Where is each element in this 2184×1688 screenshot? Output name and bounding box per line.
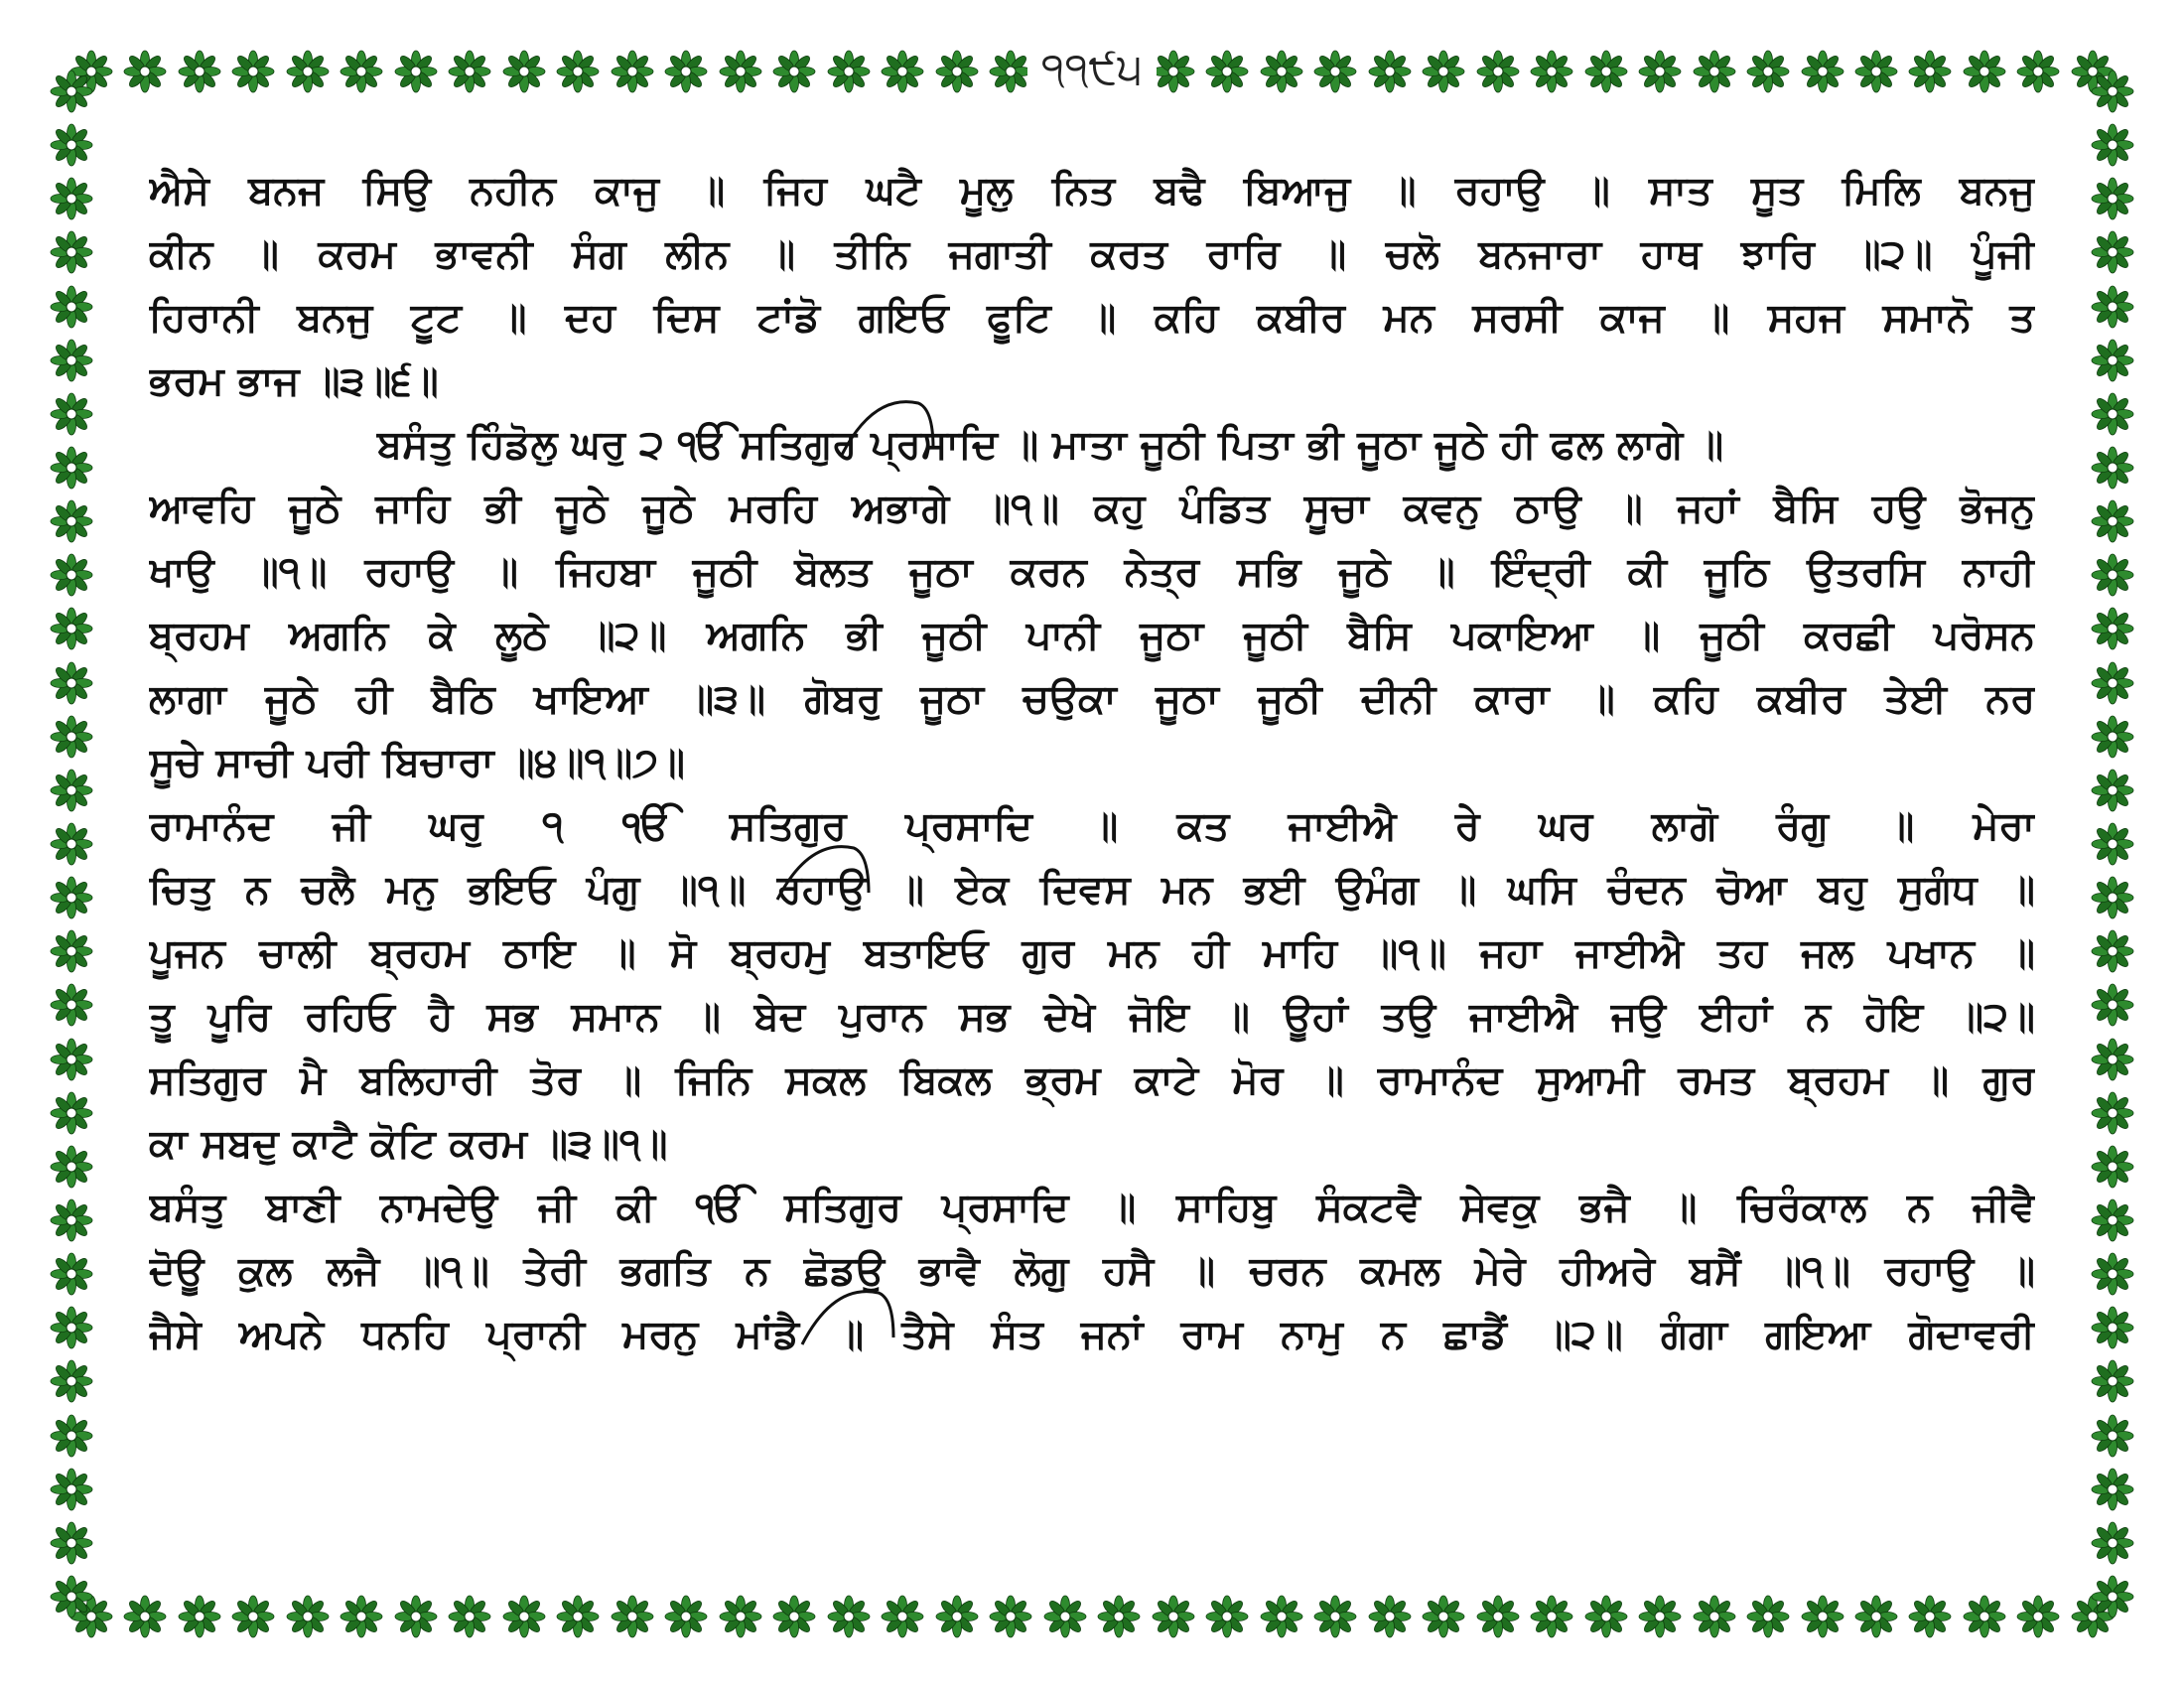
- flower-border-icon: [2091, 1091, 2134, 1135]
- text-line: ਸਤਿਗੁਰ ਮੈ ਬਲਿਹਾਰੀ ਤੋਰ ॥ ਜਿਨਿ ਸਕਲ ਬਿਕਲ ਭ੍ਰਮ ਕਾਟੇ ਮੋਰ ॥ ਰਾਮਾਨੰਦ ਸੁਆਮੀ ਰਮਤ ਬ੍ਰਹਮ ॥ ਗੁਰ: [149, 1057, 2035, 1103]
- flower-border-icon: [881, 1595, 924, 1638]
- flower-border-icon: [2091, 876, 2134, 919]
- flower-border-icon: [2091, 446, 2134, 490]
- text-line: ਬ੍ਰਹਮ ਅਗਨਿ ਕੇ ਲੂਠੇ ॥੨॥ ਅਗਨਿ ਭੀ ਜੂਠੀ ਪਾਨੀ ਜੂਠਾ ਜੂਠੀ ਬੈਸਿ ਪਕਾਇਆ ॥ ਜੂਠੀ ਕਰਛੀ ਪਰੋਸਨ: [149, 613, 2035, 658]
- flower-border-icon: [1152, 1595, 1195, 1638]
- flower-border-icon: [50, 230, 93, 274]
- flower-border-icon: [2091, 1575, 2134, 1618]
- flower-border-icon: [394, 1595, 438, 1638]
- flower-border-icon: [50, 769, 93, 812]
- flower-border-icon: [50, 1252, 93, 1296]
- flower-border-icon: [2091, 392, 2134, 436]
- flower-border-icon: [1476, 1595, 1520, 1638]
- flower-border-icon: [50, 1359, 93, 1403]
- flower-border-icon: [2091, 661, 2134, 705]
- text-line: ਚਿਤੁ ਨ ਚਲੈ ਮਨੁ ਭਇਓ ਪੰਗੁ ॥੧॥ ਰਹਾਉ ॥ ਏਕ ਦਿਵਸ ਮਨ ਭਈ ਉਮੰਗ ॥ ਘਸਿ ਚੰਦਨ ਚੋਆ ਬਹੁ ਸੁਗੰਧ ॥: [149, 867, 2035, 913]
- text-line-heading: ਰਾਮਾਨੰਦ ਜੀ ਘਰੁ ੧ ੴ ਸਤਿਗੁਰ ਪ੍ਰਸਾਦਿ ॥ ਕਤ ਜਾਈਐ ਰੇ ਘਰ ਲਾਗੋ ਰੰਗੁ ॥ ਮੇਰਾ: [149, 803, 2035, 849]
- flower-border-icon: [231, 1595, 275, 1638]
- flower-border-icon: [1313, 1595, 1357, 1638]
- flower-border-icon: [50, 177, 93, 220]
- text-line: ਖਾਉ ॥੧॥ ਰਹਾਉ ॥ ਜਿਹਬਾ ਜੂਠੀ ਬੋਲਤ ਜੂਠਾ ਕਰਨ ਨੇਤ੍ਰ ਸਭਿ ਜੂਠੇ ॥ ਇੰਦ੍ਰੀ ਕੀ ਜੂਠਿ ਉਤਰਸਿ ਨਾਹੀ: [149, 549, 2035, 595]
- flower-border-icon: [50, 553, 93, 597]
- text-line: ਆਵਹਿ ਜੂਠੇ ਜਾਹਿ ਭੀ ਜੂਠੇ ਜੂਠੇ ਮਰਹਿ ਅਭਾਗੇ ॥੧॥ ਕਹੁ ਪੰਡਿਤ ਸੂਚਾ ਕਵਨੁ ਠਾਉ ॥ ਜਹਾਂ ਬੈਸਿ ਹਉ ਭੋਜਨੁ: [149, 486, 2035, 531]
- flower-border-icon: [123, 1595, 167, 1638]
- flower-border-icon: [50, 1414, 93, 1458]
- flower-border-icon: [2091, 1252, 2134, 1296]
- text-line: ਦੋਊ ਕੁਲ ਲਜੈ ॥੧॥ ਤੇਰੀ ਭਗਤਿ ਨ ਛੋਡਉ ਭਾਵੈ ਲੋਗੁ ਹਸੈ ॥ ਚਰਨ ਕਮਲ ਮੇਰੇ ਹੀਅਰੇ ਬਸੈਂ ॥੧॥ ਰਹਾਉ ॥: [149, 1248, 2035, 1294]
- flower-border-icon: [50, 499, 93, 543]
- border-left: [44, 70, 99, 1618]
- flower-border-icon: [1097, 1595, 1141, 1638]
- flower-border-icon: [50, 983, 93, 1027]
- flower-border-icon: [1746, 1595, 1790, 1638]
- text-line: ਭਰਮ ਭਾਜ ॥੩॥੬॥: [149, 358, 439, 404]
- flower-border-icon: [50, 607, 93, 650]
- text-line-heading: ਬਸੰਤੁ ਹਿੰਡੋਲੁ ਘਰੁ ੨ ੴ ਸਤਿਗੁਰ ਪ੍ਰਸਾਦਿ ॥ ਮਾਤਾ ਜੂਠੀ ਪਿਤਾ ਭੀ ਜੂਠਾ ਜੂਠੇ ਹੀ ਫਲ ਲਾਗੇ ॥: [377, 422, 1724, 468]
- flower-border-icon: [340, 1595, 383, 1638]
- flower-border-icon: [1205, 1595, 1249, 1638]
- flower-border-icon: [50, 715, 93, 759]
- flower-border-icon: [1638, 1595, 1682, 1638]
- flower-border-icon: [2091, 339, 2134, 382]
- flower-border-icon: [2091, 1414, 2134, 1458]
- text-line: ਕਾ ਸਬਦੁ ਕਾਟੈ ਕੋਟਿ ਕਰਮ ॥੩॥੧॥: [149, 1121, 668, 1167]
- flower-border-icon: [1854, 1595, 1898, 1638]
- flower-border-icon: [178, 1595, 221, 1638]
- flower-border-icon: [2091, 123, 2134, 167]
- flower-border-icon: [50, 929, 93, 973]
- text-line: ਜੈਸੇ ਅਪਨੇ ਧਨਹਿ ਪ੍ਰਾਨੀ ਮਰਨੁ ਮਾਂਡੈ ॥ ਤੈਸੇ ਸੰਤ ਜਨਾਂ ਰਾਮ ਨਾਮੁ ਨ ਛਾਡੈਂ ॥੨॥ ਗੰਗਾ ਗਇਆ ਗੋਦਾਵਰੀ: [149, 1312, 2035, 1357]
- flower-border-icon: [50, 1575, 93, 1618]
- flower-border-icon: [50, 392, 93, 436]
- flower-border-icon: [50, 1145, 93, 1189]
- flower-border-icon: [50, 1306, 93, 1349]
- flower-border-icon: [1260, 1595, 1303, 1638]
- flower-border-icon: [2091, 715, 2134, 759]
- flower-border-icon: [2091, 1145, 2134, 1189]
- flower-border-icon: [772, 1595, 816, 1638]
- flower-border-icon: [50, 1038, 93, 1081]
- flower-border-icon: [611, 1595, 654, 1638]
- flower-border-icon: [50, 876, 93, 919]
- flower-border-icon: [1801, 1595, 1844, 1638]
- flower-border-icon: [2016, 1595, 2060, 1638]
- flower-border-icon: [1422, 1595, 1465, 1638]
- flower-border-icon: [50, 339, 93, 382]
- flower-border-icon: [1963, 1595, 2006, 1638]
- flower-border-icon: [50, 446, 93, 490]
- border-bottom: [69, 1589, 2115, 1644]
- flower-border-icon: [989, 1595, 1032, 1638]
- flower-border-icon: [50, 1198, 93, 1242]
- text-line: ਤੂ ਪੂਰਿ ਰਹਿਓ ਹੈ ਸਭ ਸਮਾਨ ॥ ਬੇਦ ਪੁਰਾਨ ਸਭ ਦੇਖੇ ਜੋਇ ॥ ਊਹਾਂ ਤਉ ਜਾਈਐ ਜਉ ਈਹਾਂ ਨ ਹੋਇ ॥੨॥: [149, 994, 2035, 1040]
- flower-border-icon: [2091, 177, 2134, 220]
- flower-border-icon: [286, 1595, 330, 1638]
- flower-border-icon: [664, 1595, 708, 1638]
- flower-border-icon: [2091, 983, 2134, 1027]
- flower-border-icon: [2091, 929, 2134, 973]
- flower-border-icon: [1693, 1595, 1736, 1638]
- text-line: ਕੀਨ ॥ ਕਰਮ ਭਾਵਨੀ ਸੰਗ ਲੀਨ ॥ ਤੀਨਿ ਜਗਾਤੀ ਕਰਤ ਰਾਰਿ ॥ ਚਲੋ ਬਨਜਾਰਾ ਹਾਥ ਝਾਰਿ ॥੨॥ ਪੂੰਜੀ: [149, 231, 2035, 277]
- flower-border-icon: [50, 822, 93, 866]
- flower-border-icon: [50, 1521, 93, 1565]
- border-right: [2085, 70, 2140, 1618]
- text-line: ਸੂਚੇ ਸਾਚੀ ਪਰੀ ਬਿਚਾਰਾ ॥੪॥੧॥੭॥: [149, 740, 685, 785]
- flower-border-icon: [2091, 1468, 2134, 1511]
- flower-border-icon: [50, 1091, 93, 1135]
- flower-border-icon: [1368, 1595, 1412, 1638]
- text-line: ਹਿਰਾਨੀ ਬਨਜੁ ਟੂਟ ॥ ਦਹ ਦਿਸ ਟਾਂਡੋ ਗਇਓ ਫੂਟਿ ॥ ਕਹਿ ਕਬੀਰ ਮਨ ਸਰਸੀ ਕਾਜ ॥ ਸਹਜ ਸਮਾਨੋ ਤ: [149, 295, 2035, 341]
- text-line-heading: ਬਸੰਤੁ ਬਾਣੀ ਨਾਮਦੇਉ ਜੀ ਕੀ ੴ ਸਤਿਗੁਰ ਪ੍ਰਸਾਦਿ ॥ ਸਾਹਿਬੁ ਸੰਕਟਵੈ ਸੇਵਕੁ ਭਜੈ ॥ ਚਿਰੰਕਾਲ ਨ ਜੀਵੈ: [149, 1185, 2035, 1230]
- flower-border-icon: [719, 1595, 762, 1638]
- flower-border-icon: [1043, 1595, 1087, 1638]
- flower-border-icon: [2091, 230, 2134, 274]
- flower-border-icon: [502, 1595, 546, 1638]
- flower-border-icon: [2091, 285, 2134, 329]
- flower-border-icon: [2091, 822, 2134, 866]
- text-line: ਲਾਗਾ ਜੂਠੇ ਹੀ ਬੈਠਿ ਖਾਇਆ ॥੩॥ ਗੋਬਰੁ ਜੂਠਾ ਚਉਕਾ ਜੂਠਾ ਜੂਠੀ ਦੀਨੀ ਕਾਰਾ ॥ ਕਹਿ ਕਬੀਰ ਤੇਈ ਨਰ: [149, 676, 2035, 722]
- flower-border-icon: [2091, 499, 2134, 543]
- flower-border-icon: [2091, 769, 2134, 812]
- flower-border-icon: [2091, 607, 2134, 650]
- flower-border-icon: [2091, 1306, 2134, 1349]
- text-line: ਪੂਜਨ ਚਾਲੀ ਬ੍ਰਹਮ ਠਾਇ ॥ ਸੋ ਬ੍ਰਹਮੁ ਬਤਾਇਓ ਗੁਰ ਮਨ ਹੀ ਮਾਹਿ ॥੧॥ ਜਹਾ ਜਾਈਐ ਤਹ ਜਲ ਪਖਾਨ ॥: [149, 930, 2035, 976]
- flower-border-icon: [1584, 1595, 1628, 1638]
- flower-border-icon: [1530, 1595, 1573, 1638]
- flower-border-icon: [2091, 1521, 2134, 1565]
- text-line: ਐਸੇ ਬਨਜ ਸਿਉ ਨਹੀਨ ਕਾਜੁ ॥ ਜਿਹ ਘਟੈ ਮੂਲੁ ਨਿਤ ਬਢੈ ਬਿਆਜੁ ॥ ਰਹਾਉ ॥ ਸਾਤ ਸੂਤ ਮਿਲਿ ਬਨਜੁ: [149, 168, 2035, 213]
- flower-border-icon: [1908, 1595, 1952, 1638]
- flower-border-icon: [556, 1595, 600, 1638]
- flower-border-icon: [935, 1595, 979, 1638]
- flower-border-icon: [2091, 1198, 2134, 1242]
- flower-border-icon: [50, 285, 93, 329]
- flower-border-icon: [2091, 553, 2134, 597]
- flower-border-icon: [827, 1595, 871, 1638]
- flower-border-icon: [50, 123, 93, 167]
- flower-border-icon: [2091, 1038, 2134, 1081]
- flower-border-icon: [50, 661, 93, 705]
- page-number-wrap: [0, 44, 2184, 94]
- text-block: [149, 159, 2035, 1366]
- flower-border-icon: [50, 1468, 93, 1511]
- flower-border-icon: [448, 1595, 491, 1638]
- flower-border-icon: [2091, 1359, 2134, 1403]
- page-number: ੧੧੯੫: [1027, 44, 1158, 94]
